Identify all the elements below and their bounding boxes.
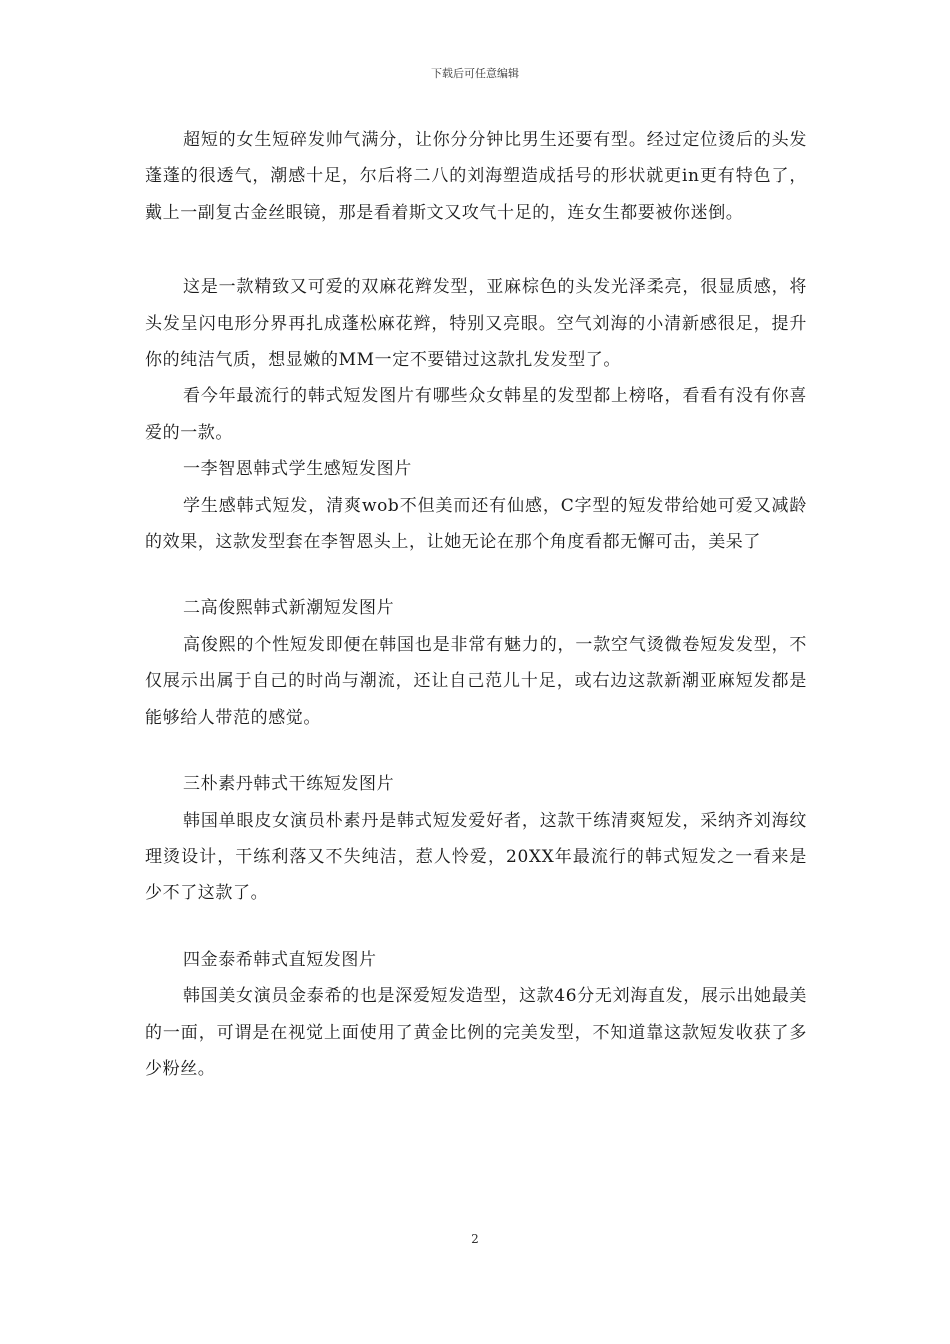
paragraph-braids: 这是一款精致又可爱的双麻花辫发型，亚麻棕色的头发光泽柔亮，很显质感，将头发呈闪电形分界再扎成蓬松麻花辫，特别又亮眼。空气刘海的小清新感很足，提升你的纯洁气质，想显嫩的MM一定不要错过这款扎发发型了。: [145, 277, 807, 371]
paragraph-section-2: 高俊熙的个性短发即便在韩国也是非常有魅力的，一款空气烫微卷短发发型，不仅展示出属于自己的时尚与潮流，还让自己范儿十足，或右边这款新潮亚麻短发都是能够给人带范的感觉。: [145, 634, 807, 728]
page-header: 下载后可任意编辑: [431, 67, 519, 80]
paragraph-section-3: 韩国单眼皮女演员朴素丹是韩式短发爱好者，这款干练清爽短发，采纳齐刘海纹理烫设计，干练利落又不失纯洁，惹人怜爱，20XX年最流行的韩式短发之一看来是少不了这款了。: [145, 810, 807, 904]
paragraph-section-1: 学生感韩式短发，清爽wob不但美而还有仙感，C字型的短发带给她可爱又减龄的效果，这款发型套在李智恩头上，让她无论在那个角度看都无懈可击，美呆了: [145, 495, 807, 553]
page-number: 2: [471, 1232, 479, 1246]
paragraph-short-hair-intro: 超短的女生短碎发帅气满分，让你分分钟比男生还要有型。经过定位烫后的头发蓬蓬的很透气，潮感十足，尔后将二八的刘海塑造成括号的形状就更in更有特色了，戴上一副复古金丝眼镜，那是看着斯文又攻气十足的，连女生都要被你迷倒。: [145, 130, 807, 223]
paragraph-section-4: 韩国美女演员金泰希的也是深爱短发造型，这款46分无刘海直发，展示出她最美的一面，可谓是在视觉上面使用了黄金比例的完美发型，不知道靠这款短发收获了多少粉丝。: [145, 986, 807, 1079]
document-body: [145, 122, 807, 1087]
section-heading-2: 二高俊熙韩式新潮短发图片: [183, 598, 395, 619]
section-heading-4: 四金泰希韩式直短发图片: [183, 949, 377, 970]
section-heading-1: 一李智恩韩式学生感短发图片: [183, 459, 412, 480]
paragraph-korean-trend: 看今年最流行的韩式短发图片有哪些众女韩星的发型都上榜咯，看看有没有你喜爱的一款。: [145, 386, 807, 443]
section-heading-3: 三朴素丹韩式干练短发图片: [183, 774, 395, 795]
